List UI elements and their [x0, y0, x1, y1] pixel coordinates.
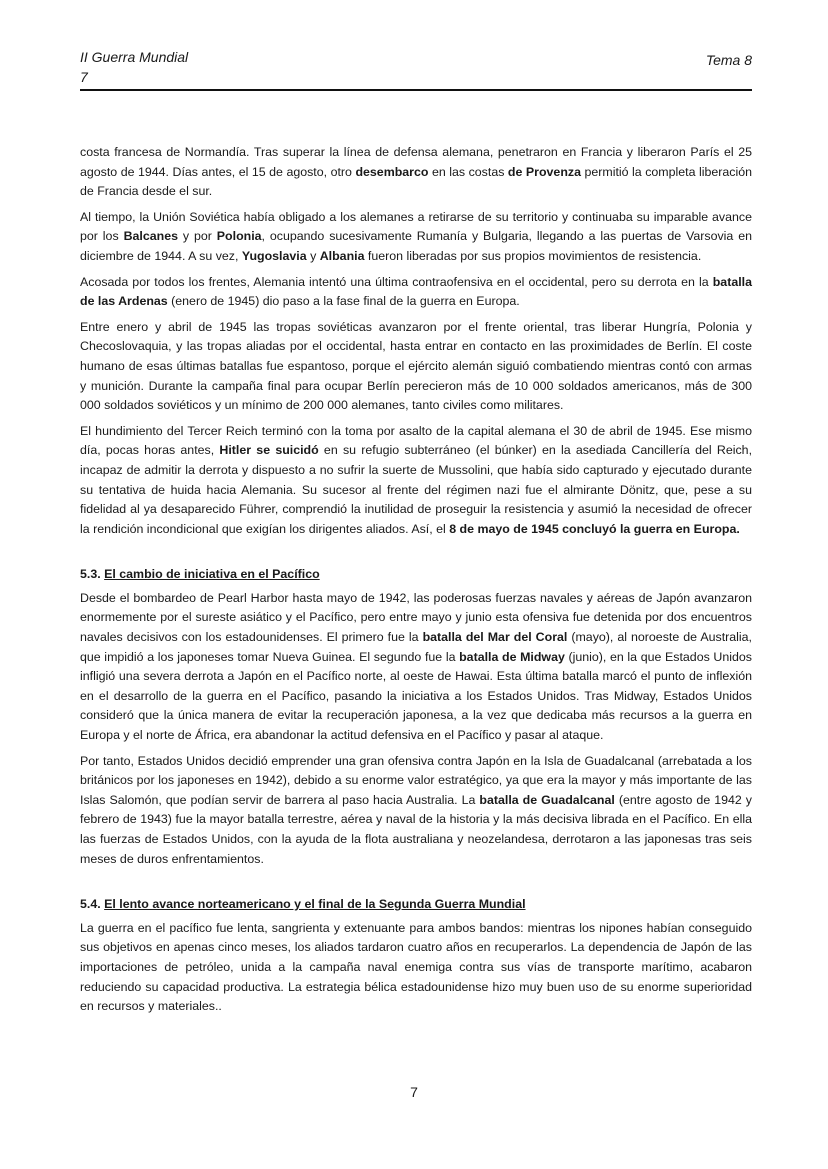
paragraph-pacifico: Desde el bombardeo de Pearl Harbor hasta mayo de 1942, las poderosas fuerzas navales y aéreas de Japón avanzaron enormemente por el sureste asiático y el Pacífico, pero entre mayo y junio esta ofensiva fue detenida por dos encuentros navales decisivos con los estadounidenses. El primero fue la batalla del Mar del Coral (mayo), al noroeste de Australia, que impidió a los japoneses tomar Nueva Guinea. El segundo fue la batalla de Midway (junio), en la que Estados Unidos infligió una severa derrota a Japón en el Pacífico norte, al oeste de Hawai. Esta última batalla marcó el punto de inflexión en el desarrollo de la guerra en el Pacífico, pasando la iniciativa a los Estados Unidos. Tras Midway, Estados Unidos consideró que la única manera de evitar la recuperación japonesa, a la vez que dedicaba más recursos a la guerra en Europa y el norte de África, era abandonar la actitud defensiva en el Pacífico y pasar al ataque.: [80, 590, 752, 743]
paragraph-union-sovietica: Al tiempo, la Unión Soviética había obligado a los alemanes a retirarse de su territorio y continuaba su imparable avance por los Balcanes y por Polonia, ocupando sucesivamente Rumanía y Bulgaria, llegando a las puertas de Varsovia en diciembre de 1944. A su vez, Yugoslavia y Albania fueron liberadas por sus propios movimientos de resistencia.: [80, 209, 753, 263]
paragraph-guadalcanal: Por tanto, Estados Unidos decidió emprender una gran ofensiva contra Japón en la Isla de Guadalcanal (arrebatada a los británicos por los japoneses en 1942), debido a su enorme valor estratégico, ya que era la mayor y más importante de las Islas Salomón, que podían servir de barrera al paso hacia Australia. La batalla de Guadalcanal (entre agosto de 1942 y febrero de 1943) fue la mayor batalla terrestre, aérea y naval de la historia y la más decisiva librada en el Pacífico. En ella las fuerzas de Estados Unidos, con la ayuda de la flota australiana y neozelandesa, derrotaron a las japonesas tras seis meses de duros enfrentamientos.: [80, 753, 752, 866]
page-header: [80, 48, 752, 90]
paragraph-ardenas: Acosada por todos los frentes, Alemania intentó una última contraofensiva en el occidental, pero su derrota en la batalla de las Ardenas (enero de 1945) dio paso a la fase final de la guerra en Europa.: [80, 274, 752, 309]
document-body: [80, 143, 752, 1023]
section-heading-5-3: 5.3. El cambio de iniciativa en el Pacífico: [80, 567, 320, 582]
header-divider: [80, 89, 752, 91]
page-number: 7: [410, 1084, 418, 1100]
paragraph-berlin: Entre enero y abril de 1945 las tropas soviéticas avanzaron por el frente oriental, tras liberar Hungría, Polonia y Checoslovaquia, y las tropas aliadas por el occidental, hasta entrar en contacto en las proximidades de Berlín. El coste humano de esas últimas batallas fue espantoso, porque el ejército alemán siguió combatiendo mientras contó con armas y munición. Durante la campaña final para ocupar Berlín perecieron más de 10 000 soldados americanos, más de 300 000 soldados soviéticos y un mínimo de 200 000 alemanes, tanto civiles como militares.: [80, 319, 752, 413]
header-page-ref: 7: [80, 69, 88, 85]
header-unit: Tema 8: [705, 52, 752, 68]
paragraph-lento-avance: La guerra en el pacífico fue lenta, sangrienta y extenuante para ambos bandos: mientras los nipones habían conseguido sus objetivos en apenas cinco meses, los aliados tardaron cuatro años en recuperarlos. La dependencia de Japón de las importaciones de petróleo, unida a la campaña naval enemiga contra sus vías de transporte marítimo, acabaron reduciendo su capacidad productiva. La estrategia bélica estadounidense hizo muy buen uso de su enorme superioridad en recursos y materiales..: [80, 920, 752, 1014]
paragraph-normandia: costa francesa de Normandía. Tras superar la línea de defensa alemana, penetraron en Francia y liberaron París el 25 agosto de 1944. Días antes, el 15 de agosto, otro desembarco en las costas de Provenza permitió la completa liberación de Francia desde el sur.: [80, 145, 753, 199]
paragraph-hundimiento: El hundimiento del Tercer Reich terminó con la toma por asalto de la capital alemana el 30 de abril de 1945. Ese mismo día, pocas horas antes, Hitler se suicidó en su refugio subterráneo (el búnker) en la asediada Cancillería del Reich, incapaz de admitir la derrota y dispuesto a no sufrir la suerte de Mussolini, que había sido capturado y ejecutado durante su tentativa de huida hacia Alemania. Su sucesor al frente del régimen nazi fue el almirante Dönitz, que, pese a su fidelidad al ya desaparecido Führer, comprendió la inutilidad de proseguir la resistencia y asumió la necesidad de ofrecer la rendición incondicional que exigían los dirigentes aliados. Así, el 8 de mayo de 1945 concluyó la guerra en Europa.: [80, 423, 753, 536]
header-title: II Guerra Mundial: [80, 49, 189, 65]
section-heading-5-4: 5.4. El lento avance norteamericano y el final de la Segunda Guerra Mundial: [80, 897, 526, 912]
